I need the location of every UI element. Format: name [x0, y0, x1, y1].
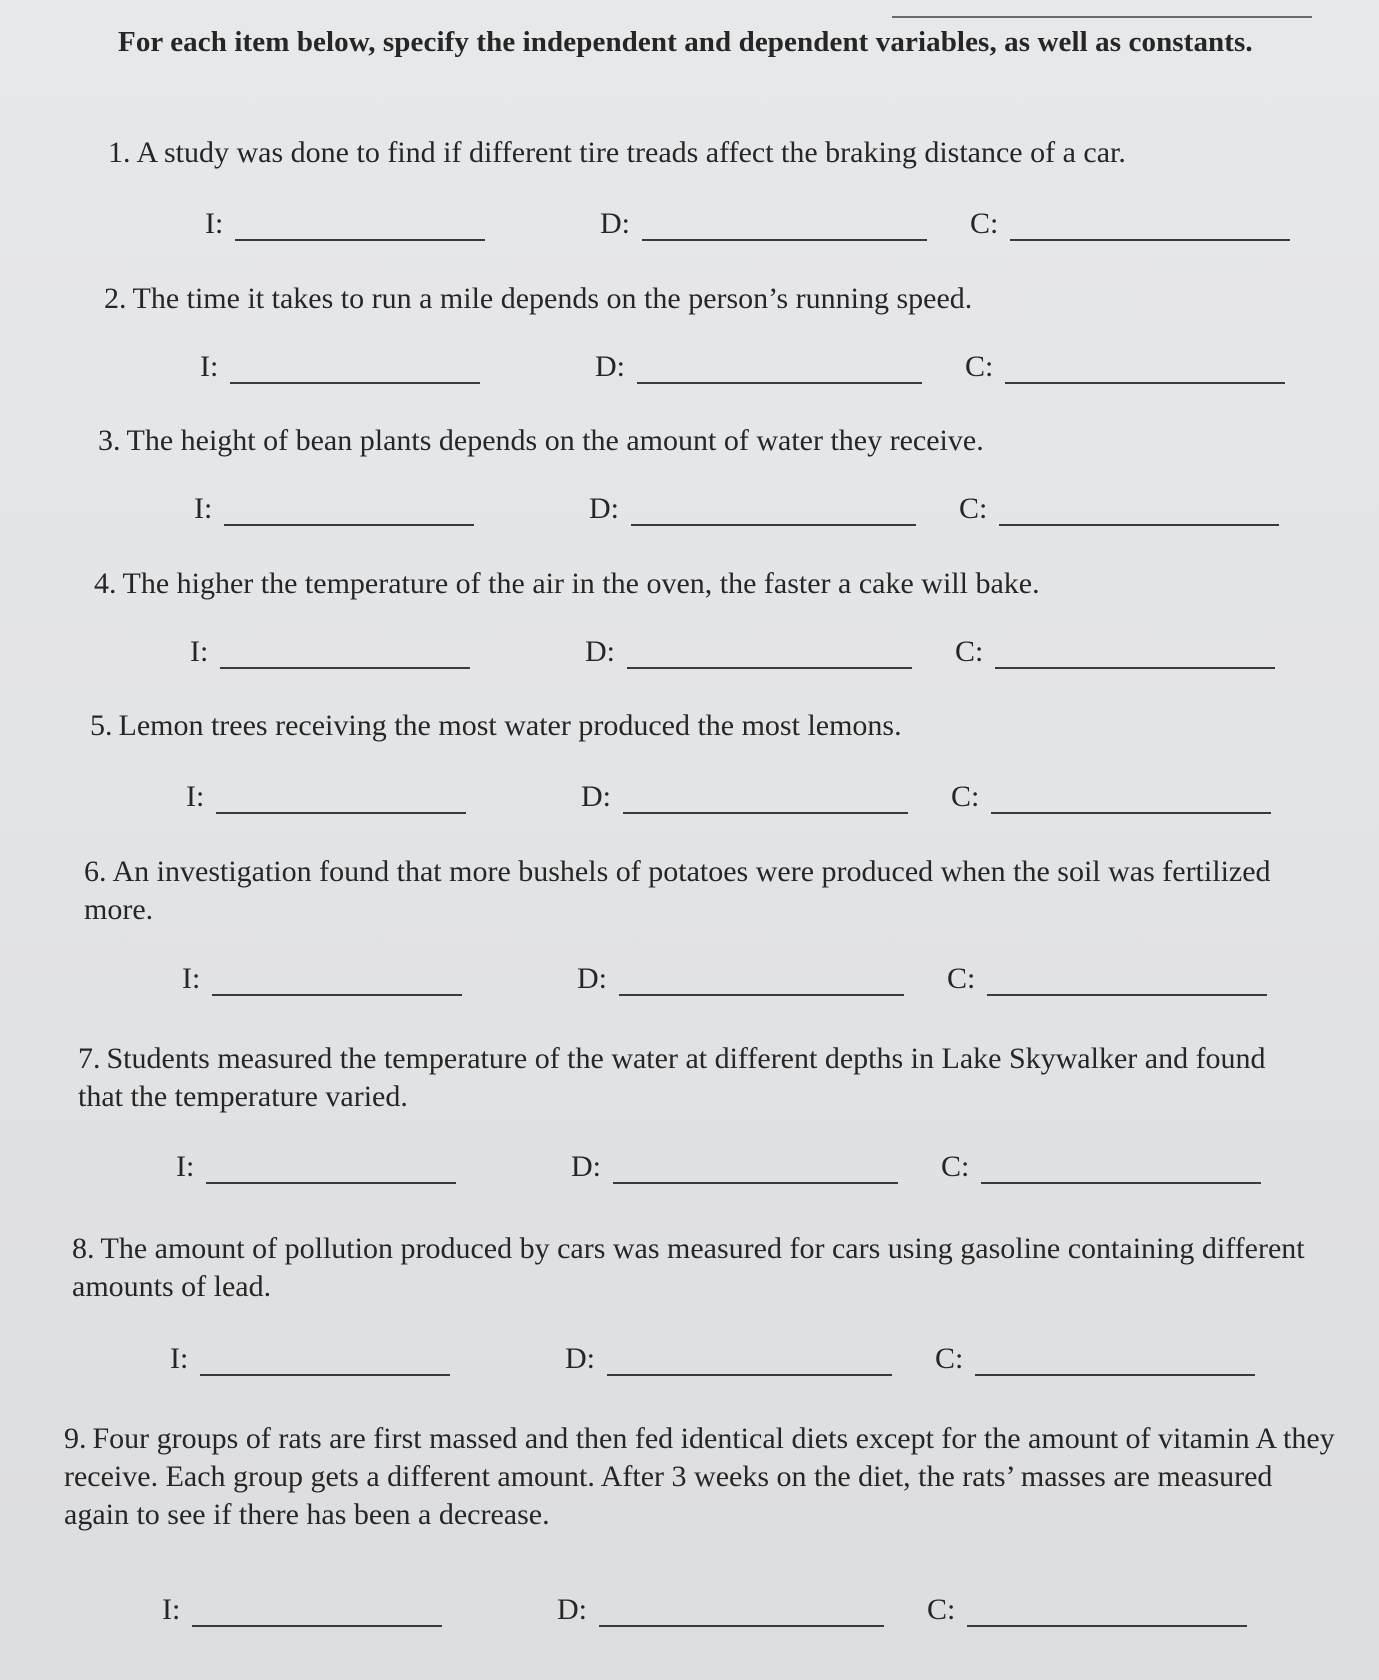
dependent-answer-blank[interactable]	[613, 1154, 898, 1184]
name-line	[892, 16, 1312, 18]
question-7	[78, 1040, 1313, 1116]
independent-answer-blank[interactable]	[224, 496, 474, 526]
question-6	[84, 853, 1274, 929]
independent-label: I:	[170, 1342, 189, 1375]
constants-answer-blank[interactable]	[967, 1597, 1247, 1627]
constants-label: C:	[935, 1342, 964, 1375]
question-text: Four groups of rats are first massed and then fed identical diets except for the amount of vitamin A they receive. Each group gets a different amount. After 3 weeks on the diet, the rats’ masses are measured again to see if there has been a decrease.	[64, 1422, 1335, 1531]
answer-row-7	[176, 1150, 1356, 1200]
dependent-label: D:	[600, 207, 630, 240]
instructions: For each item below, specify the independent and dependent variables, as well as constants.	[118, 26, 1253, 58]
independent-label: I:	[186, 780, 205, 813]
independent-label: I:	[182, 962, 201, 995]
constants-label: C:	[941, 1150, 970, 1183]
question-text: An investigation found that more bushels of potatoes were produced when the soil was fertilized more.	[84, 855, 1271, 926]
independent-label: I:	[205, 207, 224, 240]
independent-label: I:	[194, 492, 213, 525]
dependent-label: D:	[581, 780, 611, 813]
dependent-answer-blank[interactable]	[607, 1346, 892, 1376]
question-number: 2.	[104, 282, 127, 315]
constants-answer-blank[interactable]	[991, 784, 1271, 814]
answer-row-8	[170, 1342, 1350, 1392]
question-number: 9.	[64, 1422, 87, 1455]
question-2	[104, 280, 1374, 318]
question-number: 3.	[98, 424, 121, 457]
dependent-label: D:	[565, 1342, 595, 1375]
independent-answer-blank[interactable]	[220, 639, 470, 669]
dependent-answer-blank[interactable]	[631, 496, 916, 526]
answer-row-3	[194, 492, 1374, 542]
dependent-label: D:	[589, 492, 619, 525]
answer-row-9	[162, 1593, 1342, 1643]
question-text: A study was done to find if different tire treads affect the braking distance of a car.	[136, 136, 1126, 169]
independent-answer-blank[interactable]	[200, 1346, 450, 1376]
question-number: 5.	[90, 709, 113, 742]
dependent-answer-blank[interactable]	[619, 966, 904, 996]
constants-answer-blank[interactable]	[1010, 211, 1290, 241]
question-1	[108, 134, 1378, 172]
dependent-answer-blank[interactable]	[642, 211, 927, 241]
dependent-label: D:	[557, 1593, 587, 1626]
constants-answer-blank[interactable]	[995, 639, 1275, 669]
constants-label: C:	[965, 350, 994, 383]
constants-label: C:	[959, 492, 988, 525]
constants-label: C:	[927, 1593, 956, 1626]
independent-answer-blank[interactable]	[206, 1154, 456, 1184]
dependent-label: D:	[595, 350, 625, 383]
constants-answer-blank[interactable]	[987, 966, 1267, 996]
constants-answer-blank[interactable]	[975, 1346, 1255, 1376]
independent-answer-blank[interactable]	[235, 211, 485, 241]
independent-label: I:	[190, 635, 209, 668]
independent-answer-blank[interactable]	[230, 354, 480, 384]
question-text: The height of bean plants depends on the amount of water they receive.	[126, 424, 984, 457]
independent-label: I:	[176, 1150, 195, 1183]
constants-answer-blank[interactable]	[981, 1154, 1261, 1184]
independent-label: I:	[200, 350, 219, 383]
question-number: 7.	[78, 1042, 101, 1075]
question-number: 4.	[94, 567, 117, 600]
independent-answer-blank[interactable]	[216, 784, 466, 814]
answer-row-1	[205, 207, 1379, 257]
question-9	[64, 1420, 1344, 1534]
question-text: Students measured the temperature of the water at different depths in Lake Skywalker and found that the temperature varied.	[78, 1042, 1266, 1113]
answer-row-5	[186, 780, 1366, 830]
answer-row-4	[190, 635, 1370, 685]
dependent-answer-blank[interactable]	[637, 354, 922, 384]
dependent-label: D:	[571, 1150, 601, 1183]
question-5	[90, 707, 1360, 745]
constants-answer-blank[interactable]	[1005, 354, 1285, 384]
constants-label: C:	[970, 207, 999, 240]
question-text: The time it takes to run a mile depends on the person’s running speed.	[132, 282, 973, 315]
constants-label: C:	[951, 780, 980, 813]
question-4	[94, 565, 1364, 603]
question-text: The amount of pollution produced by cars was measured for cars using gasoline containing different amounts of lead.	[72, 1232, 1305, 1303]
question-8	[72, 1230, 1317, 1306]
question-3	[98, 422, 1368, 460]
question-number: 6.	[84, 855, 107, 888]
constants-label: C:	[947, 962, 976, 995]
independent-answer-blank[interactable]	[192, 1597, 442, 1627]
independent-answer-blank[interactable]	[212, 966, 462, 996]
independent-label: I:	[162, 1593, 181, 1626]
question-number: 8.	[72, 1232, 95, 1265]
answer-row-6	[182, 962, 1362, 1012]
question-text: The higher the temperature of the air in the oven, the faster a cake will bake.	[122, 567, 1040, 600]
dependent-answer-blank[interactable]	[627, 639, 912, 669]
dependent-answer-blank[interactable]	[599, 1597, 884, 1627]
constants-answer-blank[interactable]	[999, 496, 1279, 526]
question-text: Lemon trees receiving the most water produced the most lemons.	[118, 709, 902, 742]
dependent-answer-blank[interactable]	[623, 784, 908, 814]
dependent-label: D:	[585, 635, 615, 668]
dependent-label: D:	[577, 962, 607, 995]
constants-label: C:	[955, 635, 984, 668]
answer-row-2	[200, 350, 1379, 400]
question-number: 1.	[108, 136, 131, 169]
